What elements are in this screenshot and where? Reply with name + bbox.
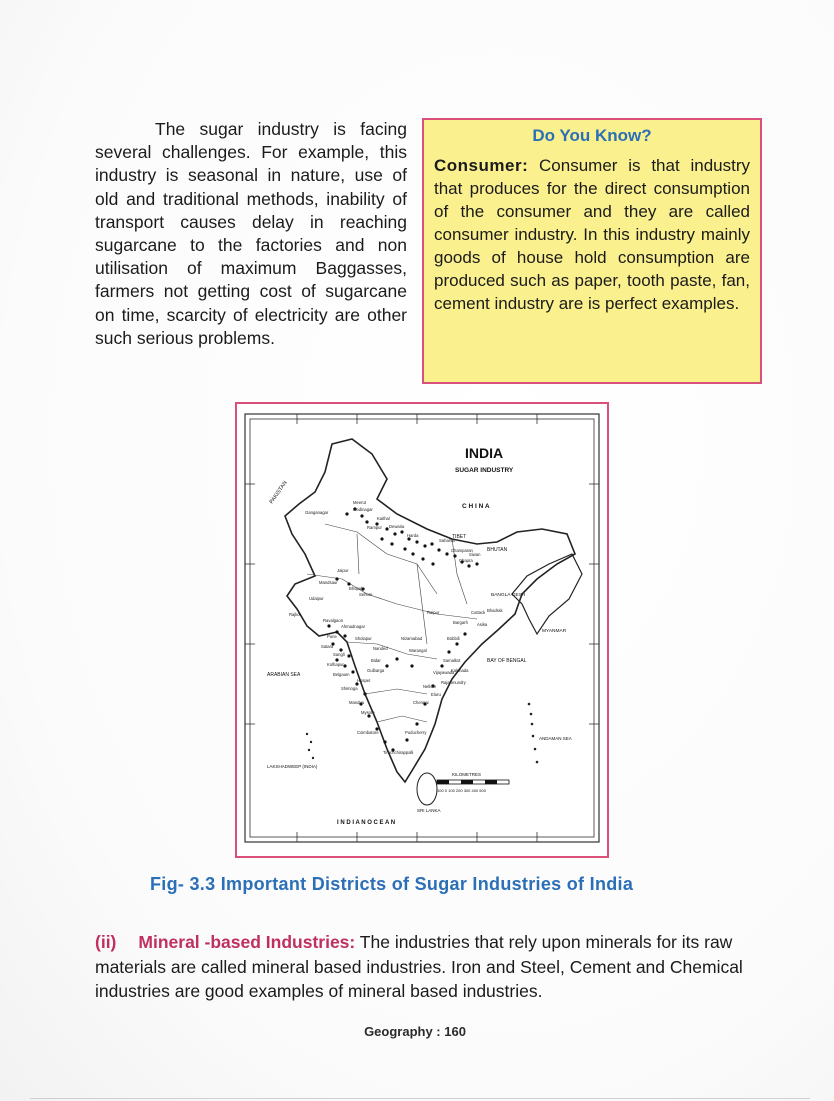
place-label: Saharsa xyxy=(439,538,455,543)
place-label: Rajkot xyxy=(289,612,301,617)
map-title: INDIA xyxy=(465,445,504,461)
place-label: Sehore xyxy=(359,592,373,597)
bangladesh-label: BANGLA-DESH xyxy=(491,593,526,598)
do-you-know-title: Do You Know? xyxy=(532,126,652,145)
figure-caption: Fig- 3.3 Important Districts of Sugar Industries of India xyxy=(150,874,634,894)
place-label: Nanded xyxy=(373,646,388,651)
place-label: Hospet xyxy=(357,678,371,683)
lakshadweep-islands xyxy=(306,733,314,759)
map-figure xyxy=(237,404,607,856)
consumer-term: Consumer: xyxy=(434,156,529,175)
place-label: Ravalgaon xyxy=(323,618,344,623)
place-label: Warangal xyxy=(409,648,427,653)
place-label: Harda xyxy=(407,533,419,538)
place-label: Puducherry xyxy=(405,730,427,735)
place-label: Coimbatore xyxy=(357,730,379,735)
place-label: Sholapur xyxy=(355,636,372,641)
scale-bar xyxy=(437,780,509,784)
place-label: Sangli xyxy=(333,652,345,657)
sugar-industry-points xyxy=(327,507,478,751)
sugar-challenges-text: The sugar industry is facing several challenges. For example, this industry is seasonal in nature, use of old and traditional methods, inability of transport causes delay in reaching sugarcane to the factories and non utilisation of maximum Baggasses, farmers not getting cost of sugarcane on time, scarcity of electricity are other such serious problems. xyxy=(95,119,407,348)
place-label: Rampur xyxy=(367,525,382,530)
map-subtitle: SUGAR INDUSTRY xyxy=(455,467,514,474)
place-label: Nizamabad xyxy=(401,636,423,641)
place-label: Pune xyxy=(327,634,337,639)
place-label: Samalkot xyxy=(443,658,461,663)
frame-ticks xyxy=(245,414,599,842)
place-label: Siwan xyxy=(469,552,481,557)
sri-lanka-outline xyxy=(417,773,437,805)
place-label: Meerut xyxy=(353,500,367,505)
place-label: Kaithal xyxy=(377,516,390,521)
place-label: Udaipur xyxy=(309,596,324,601)
place-labels xyxy=(289,500,504,755)
sugar-challenges-paragraph xyxy=(95,118,407,350)
place-label: Gulbarga xyxy=(367,668,385,673)
place-label: Bhopal xyxy=(349,586,363,591)
andaman-islands xyxy=(528,703,539,764)
place-label: Chapra xyxy=(459,558,473,563)
indian-ocean-label: I N D I A N O C E A N xyxy=(337,820,396,826)
place-label: Eluru xyxy=(431,692,441,697)
place-label: Mysore xyxy=(361,710,375,715)
place-label: Ahmadnagar xyxy=(341,624,365,629)
scale-ticks-label: 100 0 100 200 300 400 500 xyxy=(437,788,486,793)
state-boundaries xyxy=(307,524,477,722)
india-sugar-map xyxy=(235,402,609,858)
place-label: Chennai xyxy=(413,700,429,705)
place-label: Kakinada xyxy=(451,668,469,673)
place-label: Satara xyxy=(321,644,334,649)
place-label: Ganganagar xyxy=(305,510,329,515)
mineral-heading: Mineral -based Industries: xyxy=(138,932,356,952)
tibet-label: TIBET xyxy=(452,534,467,540)
kilometres-label: KILOMETRES xyxy=(452,772,482,777)
section-number: (ii) xyxy=(95,932,117,952)
place-label: Bargarh xyxy=(453,620,468,625)
pakistan-label: PAKISTAN xyxy=(268,480,289,506)
place-label: Cuttack xyxy=(471,610,486,615)
place-label: Asika xyxy=(477,622,488,627)
mineral-industries-paragraph xyxy=(95,930,760,1004)
place-label: Rajahmundry xyxy=(441,680,466,685)
china-label: C H I N A xyxy=(462,503,490,510)
place-label: Bhadrak xyxy=(487,608,503,613)
place-label: Kolhapur xyxy=(327,662,344,667)
place-label: Bidar xyxy=(371,658,381,663)
andaman-label: ANDAMAN SEA xyxy=(539,736,572,741)
mineral-text: The industries that rely upon minerals for its raw materials are called mineral based industries. Iron and Steel, Cement and Chemical industries are good examples of mineral based industries. xyxy=(95,932,743,1001)
do-you-know-body xyxy=(434,154,750,315)
place-label: Champaran xyxy=(451,548,473,553)
page-footer: Geography : 160 xyxy=(364,1024,466,1039)
do-you-know-box xyxy=(422,118,762,384)
place-label: Shimoga xyxy=(341,686,358,691)
myanmar-label: MYANMAR xyxy=(542,629,567,634)
place-label: Dewaria xyxy=(389,524,405,529)
place-label: Modinagar xyxy=(353,507,373,512)
consumer-definition: Consumer is that industry that produces for the direct consumption of the consumer and they are called consumer industry. In this industry mainly goods of house hold consumption are produced such as paper, tooth paste, fan, cement industry are is perfect examples. xyxy=(434,156,750,313)
bhutan-label: BHUTAN xyxy=(487,547,508,553)
bay-of-bengal-label: BAY OF BENGAL xyxy=(487,658,527,664)
place-label: Belgaum xyxy=(333,672,350,677)
bottom-rule xyxy=(30,1098,810,1099)
arabian-sea-label: ARABIAN SEA xyxy=(267,672,301,678)
place-label: Mandsaur xyxy=(319,580,338,585)
sri-lanka-label: SRI LANKA xyxy=(417,808,441,813)
place-label: Nellore xyxy=(423,684,437,689)
place-label: Bobbili xyxy=(447,636,460,641)
place-label: Vijayawada xyxy=(433,670,455,675)
place-label: Raipur xyxy=(427,610,440,615)
place-label: Mandya xyxy=(349,700,364,705)
place-label: Tiruchchirappalli xyxy=(383,750,414,755)
place-label: Jaipur xyxy=(337,568,349,573)
lakshadweep-label: LAKSHADWEEP (INDIA) xyxy=(267,764,318,769)
